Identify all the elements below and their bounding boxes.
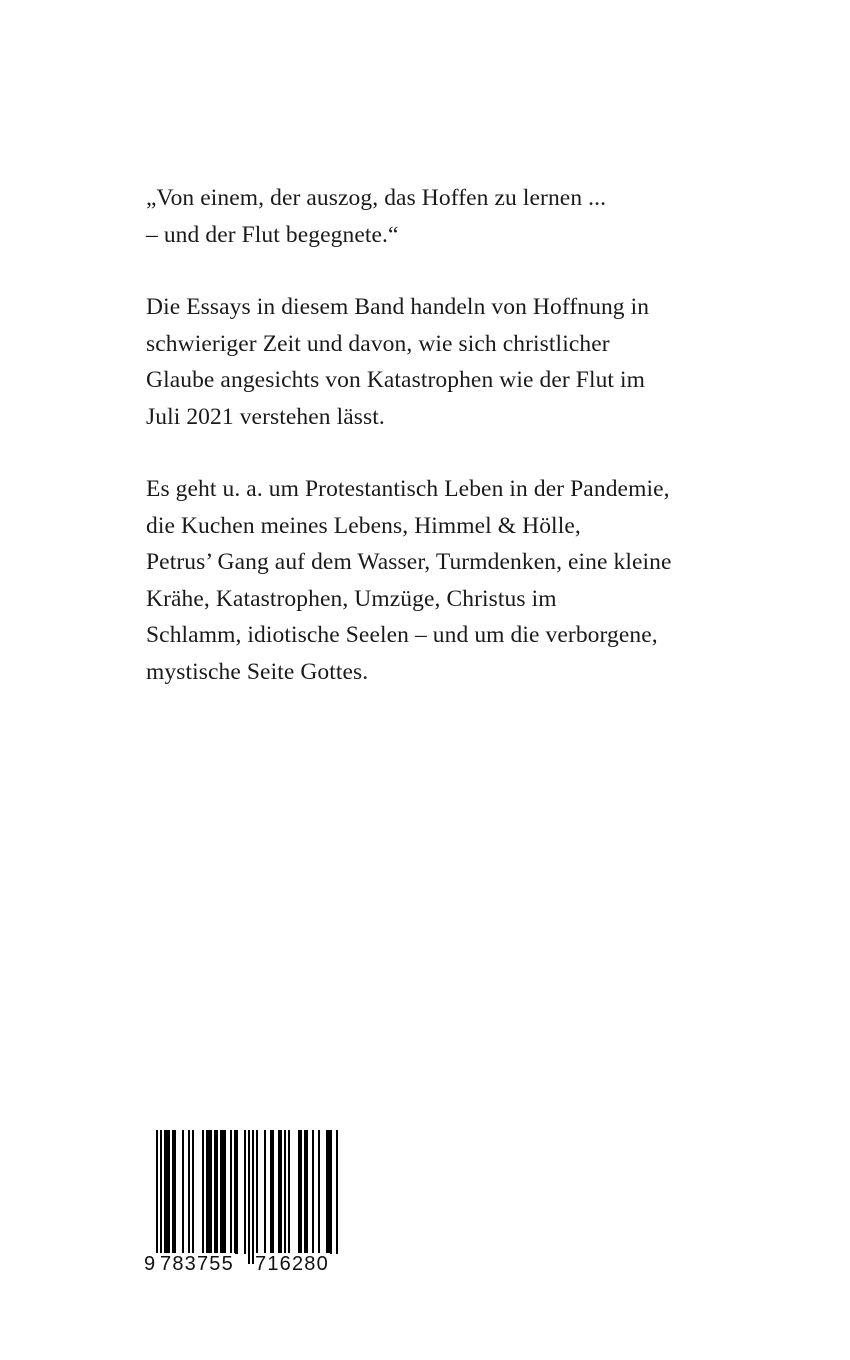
barcode-bar	[256, 1130, 258, 1254]
back-cover-text	[146, 180, 706, 690]
barcode-bar	[202, 1130, 204, 1254]
barcode-bar	[214, 1130, 216, 1254]
barcode-bar	[326, 1130, 328, 1254]
quote-line: – und der Flut begegnete.“	[146, 221, 399, 248]
barcode-bar	[248, 1130, 250, 1264]
barcode-bar	[312, 1130, 314, 1254]
essays-paragraph	[146, 289, 706, 435]
barcode-bar	[230, 1130, 232, 1254]
essays-line: Juli 2021 verstehen lässt.	[146, 403, 385, 430]
barcode-bar	[304, 1130, 306, 1254]
topics-line: Krähe, Katastrophen, Umzüge, Christus im	[146, 585, 557, 612]
barcode-bar	[298, 1130, 300, 1254]
barcode-bar	[278, 1130, 280, 1254]
barcode-bar	[234, 1130, 236, 1254]
barcode-bar	[244, 1130, 246, 1254]
barcode-bar	[208, 1130, 210, 1254]
barcode-bar	[264, 1130, 266, 1254]
barcode-bar	[156, 1130, 158, 1264]
barcode-bar	[222, 1130, 224, 1254]
barcode-bar	[306, 1130, 308, 1254]
barcode-bar	[272, 1130, 274, 1254]
barcode-bar	[284, 1130, 286, 1254]
barcode-bar	[164, 1130, 166, 1254]
barcode-right-digits: 716280	[255, 1253, 329, 1275]
essays-line: Die Essays in diesem Band handeln von Hoffnung in	[146, 294, 650, 320]
topics-line: Es geht u. a. um Protestantisch Leben in der Pandemie,	[146, 476, 670, 502]
barcode-bar	[168, 1130, 170, 1254]
barcode-bar	[318, 1130, 320, 1254]
barcode-bar	[160, 1130, 162, 1264]
barcode-bar	[270, 1130, 272, 1254]
barcode-bar	[300, 1130, 302, 1254]
barcode-bar	[216, 1130, 218, 1254]
barcode-bar	[236, 1130, 238, 1254]
essays-line: schwieriger Zeit und davon, wie sich christlicher	[146, 330, 610, 357]
barcode-bar	[192, 1130, 194, 1254]
topics-line: Petrus’ Gang auf dem Wasser, Turmdenken, eine kleine	[146, 549, 672, 575]
barcode-bar	[172, 1130, 174, 1254]
barcode-bar	[220, 1130, 222, 1254]
barcode-bar	[330, 1130, 332, 1254]
topics-line: mystische Seite Gottes.	[146, 658, 369, 685]
barcode-bar	[166, 1130, 168, 1254]
quote-paragraph	[146, 180, 706, 253]
barcode-bar	[280, 1130, 282, 1254]
barcode-bar	[174, 1130, 176, 1254]
barcode-bar	[288, 1130, 290, 1254]
barcode-bar	[188, 1130, 190, 1254]
barcode-bar	[206, 1130, 208, 1254]
topics-line: die Kuchen meines Lebens, Himmel & Hölle,	[146, 512, 581, 539]
isbn-barcode	[144, 1130, 339, 1280]
barcode-bar	[336, 1130, 338, 1254]
barcode-bar	[182, 1130, 184, 1254]
barcode-bar	[252, 1130, 254, 1264]
barcode-bar	[328, 1130, 330, 1254]
barcode-left-digits: 783755	[160, 1253, 234, 1275]
topics-paragraph	[146, 471, 706, 690]
barcode-bar	[210, 1130, 212, 1254]
barcode-bar	[224, 1130, 226, 1254]
quote-line: „Von einem, der auszog, das Hoffen zu lernen ...	[146, 185, 607, 211]
barcode-first-digit: 9	[144, 1253, 157, 1275]
topics-line: Schlamm, idiotische Seelen – und um die verborgene,	[146, 622, 658, 648]
essays-line: Glaube angesichts von Katastrophen wie der Flut im	[146, 367, 646, 393]
